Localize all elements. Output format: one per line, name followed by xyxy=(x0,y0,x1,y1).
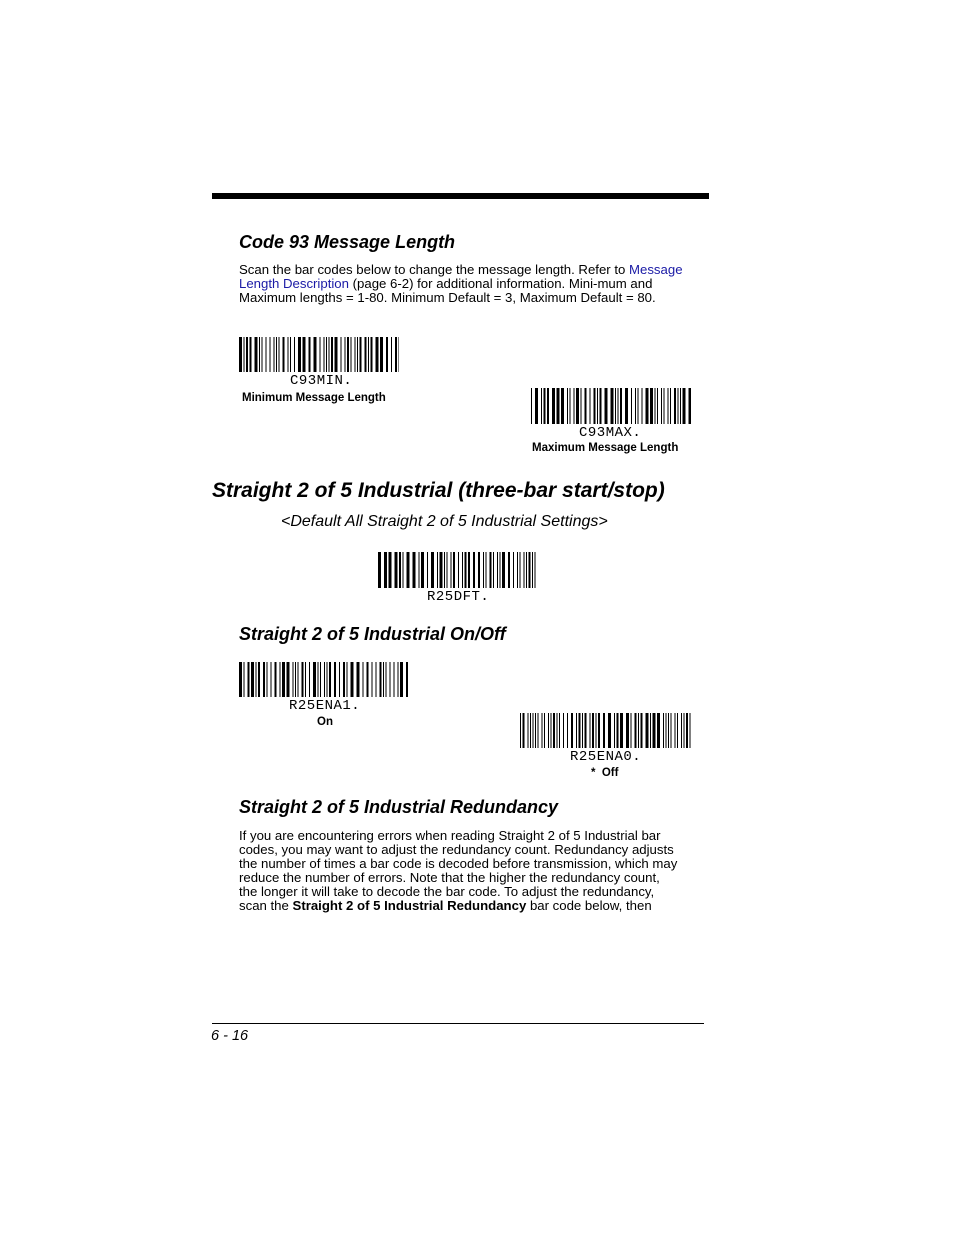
barcode-c93max[interactable] xyxy=(531,388,691,424)
barcode-bar xyxy=(529,552,531,588)
barcode-bar xyxy=(677,713,678,748)
barcode-bar xyxy=(282,662,285,697)
barcode-bar xyxy=(320,662,321,697)
barcode-bar xyxy=(582,713,583,748)
barcode-bar xyxy=(288,337,289,372)
barcode-bar xyxy=(399,337,400,372)
barcode-bar xyxy=(535,713,536,748)
barcode-bar xyxy=(683,388,686,424)
barcode-bar xyxy=(357,662,360,697)
barcode-bar xyxy=(400,662,403,697)
barcode-bar xyxy=(592,713,594,748)
barcode-bar xyxy=(551,713,552,748)
barcode-bar xyxy=(502,552,505,588)
barcode-bar xyxy=(419,552,420,588)
barcode-bar xyxy=(395,552,398,588)
barcode-bar xyxy=(360,337,362,372)
barcode-bar xyxy=(347,662,348,697)
barcode-bar xyxy=(246,337,248,372)
barcode-bar xyxy=(324,337,325,372)
barcode-bar xyxy=(650,388,653,424)
barcode-bar xyxy=(380,337,383,372)
barcode-bar xyxy=(384,552,387,588)
barcode-bar xyxy=(314,337,317,372)
barcode-bar xyxy=(262,337,263,372)
barcode-bar xyxy=(567,713,568,748)
barcode-bar xyxy=(478,552,480,588)
barcode-bar xyxy=(431,552,434,588)
barcode-bar xyxy=(293,662,294,697)
barcode-r25dft-text: R25DFT. xyxy=(427,589,490,605)
barcode-bar xyxy=(413,552,416,588)
barcode-bar xyxy=(309,662,310,697)
barcode-bar xyxy=(605,388,608,424)
barcode-bar xyxy=(585,713,587,748)
barcode-bar xyxy=(542,713,543,748)
barcode-bar xyxy=(650,713,651,748)
barcode-bar xyxy=(675,713,676,748)
barcode-bar xyxy=(689,388,692,424)
barcode-bar xyxy=(500,552,501,588)
on-caption: On xyxy=(317,716,333,728)
barcode-bar xyxy=(329,662,331,697)
barcode-bar xyxy=(483,552,484,588)
barcode-bar xyxy=(567,388,568,424)
code93-para-text: Scan the bar codes below to change the message length. Refer to xyxy=(239,262,630,277)
barcode-bar xyxy=(513,552,514,588)
barcode-bar xyxy=(407,552,410,588)
barcode-bar xyxy=(239,337,242,372)
barcode-bar xyxy=(399,552,401,588)
barcode-bar xyxy=(486,552,487,588)
barcode-bar xyxy=(287,662,290,697)
barcode-bar xyxy=(574,388,575,424)
barcode-bar xyxy=(244,337,245,372)
barcode-bar xyxy=(666,713,667,748)
barcode-bar xyxy=(625,388,628,424)
barcode-bar xyxy=(266,337,267,372)
barcode-bar xyxy=(351,337,352,372)
redundancy-text: scan the xyxy=(239,898,293,913)
barcode-bar xyxy=(276,337,277,372)
barcode-bar xyxy=(357,337,358,372)
barcode-bar xyxy=(557,713,558,748)
barcode-bar xyxy=(386,662,387,697)
barcode-bar xyxy=(668,388,669,424)
barcode-bar xyxy=(663,713,664,748)
message-length-link[interactable]: Message Length Description xyxy=(239,262,683,291)
barcode-bar xyxy=(618,388,619,424)
barcode-bar xyxy=(290,337,291,372)
barcode-bar xyxy=(427,552,428,588)
barcode-bar xyxy=(372,662,373,697)
barcode-bar xyxy=(274,337,275,372)
default-settings-subtitle: <Default All Straight 2 of 5 Industrial Settings> xyxy=(281,513,608,530)
barcode-bar xyxy=(657,388,658,424)
barcode-bar xyxy=(646,713,649,748)
barcode-bar xyxy=(406,662,408,697)
barcode-bar xyxy=(653,713,656,748)
barcode-bar xyxy=(250,337,252,372)
barcode-bar xyxy=(670,388,671,424)
barcode-bar xyxy=(303,337,306,372)
barcode-bar xyxy=(642,388,643,424)
barcode-bar xyxy=(398,662,399,697)
barcode-bar xyxy=(343,662,345,697)
barcode-bar xyxy=(603,713,605,748)
code93-para-text-2: (page 6-2) for additional information. Mini-mum and Maximum lengths = 1-80. Minimum Default = 3, Maximum Default = 80. xyxy=(239,276,656,305)
barcode-bar xyxy=(444,552,445,588)
barcode-bar xyxy=(563,713,564,748)
code93-heading: Code 93 Message Length xyxy=(239,232,456,252)
barcode-bar xyxy=(275,662,277,697)
barcode-bar xyxy=(585,388,587,424)
barcode-bar xyxy=(508,552,510,588)
barcode-bar xyxy=(532,552,533,588)
barcode-bar xyxy=(326,337,327,372)
barcode-bar xyxy=(394,662,395,697)
barcode-bar xyxy=(451,552,452,588)
barcode-bar xyxy=(646,388,649,424)
barcode-bar xyxy=(339,662,340,697)
barcode-bar xyxy=(520,552,521,588)
barcode-bar xyxy=(403,552,404,588)
barcode-bar xyxy=(345,337,346,372)
barcode-bar xyxy=(263,662,265,697)
barcode-bar xyxy=(294,337,295,372)
barcode-bar xyxy=(690,713,691,748)
barcode-r25ena1[interactable] xyxy=(239,662,411,697)
barcode-bar xyxy=(598,713,600,748)
barcode-bar xyxy=(655,388,656,424)
barcode-bar xyxy=(437,552,438,588)
barcode-bar xyxy=(258,662,260,697)
barcode-bar xyxy=(544,388,546,424)
barcode-bar xyxy=(590,713,591,748)
barcode-bar xyxy=(298,337,301,372)
barcode-bar xyxy=(635,713,637,748)
barcode-bar xyxy=(363,662,364,697)
barcode-bar xyxy=(280,662,281,697)
barcode-bar xyxy=(267,662,268,697)
barcode-bar xyxy=(674,388,676,424)
barcode-bar xyxy=(541,388,542,424)
barcode-bar xyxy=(447,552,448,588)
redundancy-bold-text: Straight 2 of 5 Industrial Redundancy xyxy=(292,898,527,913)
barcode-bar xyxy=(378,552,381,588)
barcode-bar xyxy=(528,713,529,748)
barcode-bar xyxy=(526,552,527,588)
barcode-bar xyxy=(524,552,525,588)
barcode-bar xyxy=(462,552,463,588)
barcode-bar xyxy=(380,662,382,697)
barcode-bar xyxy=(298,662,299,697)
barcode-bar xyxy=(576,713,577,748)
barcode-bar xyxy=(365,337,367,372)
footer-rule xyxy=(212,1023,704,1024)
barcode-bar xyxy=(351,662,354,697)
barcode-bar xyxy=(376,337,379,372)
barcode-bar xyxy=(453,552,455,588)
barcode-bar xyxy=(497,552,498,588)
barcode-bar xyxy=(533,713,534,748)
barcode-bar xyxy=(295,662,296,697)
barcode-bar xyxy=(371,337,373,372)
barcode-bar xyxy=(256,662,257,697)
barcode-bar xyxy=(596,713,597,748)
barcode-r25dft[interactable] xyxy=(378,552,536,588)
barcode-bar xyxy=(335,337,338,372)
min-length-caption: Minimum Message Length xyxy=(242,392,386,404)
barcode-bar xyxy=(553,713,555,748)
redundancy-line: If you are encountering errors when reading Straight 2 of 5 Industrial bar xyxy=(239,828,661,843)
barcode-bar xyxy=(570,388,571,424)
page-number: 6 - 16 xyxy=(211,1028,249,1044)
redundancy-heading: Straight 2 of 5 Industrial Redundancy xyxy=(239,797,559,817)
barcode-bar xyxy=(473,552,475,588)
barcode-bar xyxy=(535,388,538,424)
barcode-bar xyxy=(661,388,662,424)
barcode-bar xyxy=(520,713,521,748)
barcode-bar xyxy=(523,713,525,748)
barcode-r25ena1-text: R25ENA1. xyxy=(289,698,361,714)
barcode-bar xyxy=(579,713,581,748)
barcode-r25ena0-text: R25ENA0. xyxy=(570,749,642,765)
barcode-bar xyxy=(680,388,681,424)
barcode-bar xyxy=(530,713,531,748)
barcode-bar xyxy=(638,388,639,424)
barcode-bar xyxy=(309,337,311,372)
barcode-bar xyxy=(614,713,615,748)
barcode-c93max-text: C93MAX. xyxy=(579,425,642,441)
barcode-bar xyxy=(465,552,467,588)
redundancy-line-last xyxy=(239,899,709,913)
redundancy-text-2: bar code below, then xyxy=(526,898,652,913)
max-length-caption: Maximum Message Length xyxy=(532,442,679,454)
barcode-bar xyxy=(383,662,384,697)
barcode-bar xyxy=(671,713,672,748)
off-caption: * Off xyxy=(591,767,619,779)
barcode-bar xyxy=(251,662,254,697)
barcode-bar xyxy=(681,713,682,748)
barcode-bar xyxy=(668,713,669,748)
barcode-bar xyxy=(367,662,369,697)
barcode-bar xyxy=(538,713,539,748)
barcode-bar xyxy=(547,388,549,424)
barcode-bar xyxy=(571,713,573,748)
redundancy-paragraph xyxy=(239,829,709,913)
redundancy-line: reduce the number of errors. Note that the higher the redundancy count, xyxy=(239,870,660,885)
barcode-bar xyxy=(615,388,616,424)
barcode-bar xyxy=(391,337,392,372)
barcode-bar xyxy=(641,713,643,748)
barcode-bar xyxy=(581,388,582,424)
barcode-bar xyxy=(590,388,591,424)
barcode-bar xyxy=(389,552,392,588)
barcode-r25ena0[interactable] xyxy=(520,713,692,748)
barcode-bar xyxy=(631,713,632,748)
barcode-bar xyxy=(657,713,660,748)
barcode-bar xyxy=(684,713,685,748)
barcode-bar xyxy=(318,662,319,697)
barcode-bar xyxy=(239,662,242,697)
barcode-bar xyxy=(559,713,560,748)
barcode-bar xyxy=(490,552,492,588)
barcode-bar xyxy=(631,388,632,424)
barcode-bar xyxy=(390,662,391,697)
top-rule xyxy=(212,193,709,199)
barcode-bar xyxy=(386,337,388,372)
barcode-bar xyxy=(552,388,555,424)
barcode-bar xyxy=(334,662,336,697)
barcode-bar xyxy=(255,337,258,372)
barcode-bar xyxy=(329,337,330,372)
barcode-bar xyxy=(635,388,636,424)
barcode-bar xyxy=(611,388,614,424)
barcode-bar xyxy=(305,662,306,697)
barcode-bar xyxy=(320,337,321,372)
barcode-bar xyxy=(678,388,679,424)
barcode-bar xyxy=(271,662,272,697)
barcode-bar xyxy=(517,552,518,588)
barcode-bar xyxy=(440,552,443,588)
barcode-bar xyxy=(620,713,623,748)
barcode-bar xyxy=(421,552,424,588)
barcode-bar xyxy=(548,713,549,748)
barcode-bar xyxy=(248,662,250,697)
barcode-bar xyxy=(313,662,316,697)
barcode-bar xyxy=(620,388,622,424)
barcode-bar xyxy=(544,713,545,748)
barcode-bar xyxy=(283,337,285,372)
barcode-bar xyxy=(341,337,342,372)
barcode-bar xyxy=(576,388,579,424)
onoff-heading: Straight 2 of 5 Industrial On/Off xyxy=(239,624,506,644)
code93-paragraph xyxy=(239,263,709,305)
barcode-bar xyxy=(279,337,280,372)
barcode-bar xyxy=(347,337,349,372)
barcode-c93min-text: C93MIN. xyxy=(290,373,353,389)
barcode-bar xyxy=(376,662,377,697)
barcode-bar xyxy=(244,662,245,697)
barcode-bar xyxy=(324,662,325,697)
redundancy-line: codes, you may want to adjust the redundancy count. Redundancy adjusts xyxy=(239,842,674,857)
barcode-bar xyxy=(468,552,470,588)
barcode-bar xyxy=(535,552,536,588)
barcode-bar xyxy=(327,662,328,697)
barcode-bar xyxy=(617,713,619,748)
barcode-bar xyxy=(355,337,356,372)
barcode-bar xyxy=(368,337,369,372)
barcode-c93min[interactable] xyxy=(239,337,399,372)
barcode-bar xyxy=(302,662,304,697)
barcode-bar xyxy=(259,337,260,372)
barcode-bar xyxy=(608,713,611,748)
redundancy-line: the number of times a bar code is decoded before transmission, which may xyxy=(239,856,678,871)
barcode-bar xyxy=(664,388,665,424)
straight25-heading: Straight 2 of 5 Industrial (three-bar start/stop) xyxy=(212,479,665,502)
redundancy-line: the longer it will take to decode the bar code. To adjust the redundancy, xyxy=(239,884,655,899)
barcode-bar xyxy=(594,388,596,424)
barcode-bar xyxy=(331,337,333,372)
barcode-bar xyxy=(531,388,532,424)
barcode-bar xyxy=(270,337,271,372)
barcode-bar xyxy=(686,713,688,748)
barcode-bar xyxy=(395,337,397,372)
barcode-bar xyxy=(597,388,598,424)
barcode-bar xyxy=(493,552,494,588)
barcode-bar xyxy=(557,388,560,424)
barcode-bar xyxy=(626,713,629,748)
barcode-bar xyxy=(458,552,459,588)
barcode-bar xyxy=(638,713,639,748)
barcode-bar xyxy=(561,388,564,424)
barcode-bar xyxy=(600,388,602,424)
